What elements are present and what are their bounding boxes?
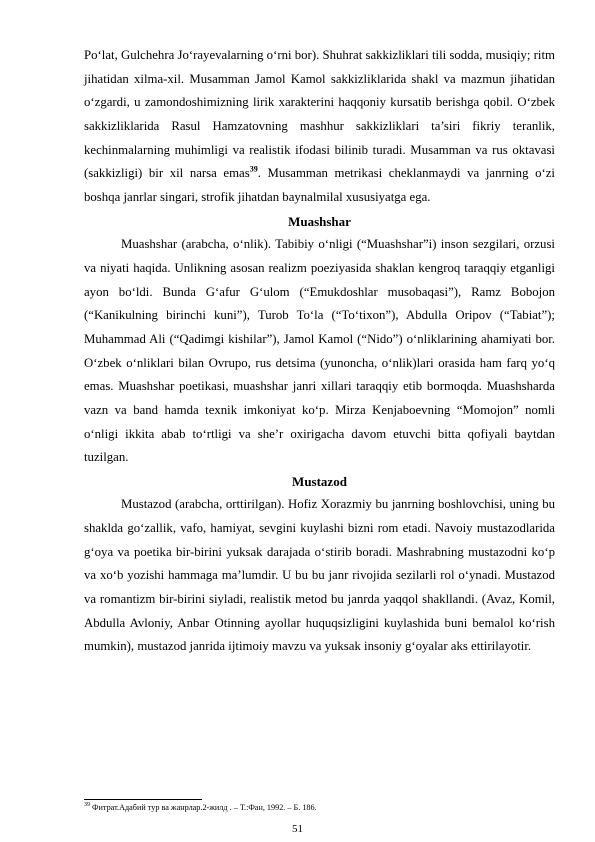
paragraph-muashshar: Muashshar (arabcha, o‘nlik). Tabibiy o‘nligi (“Muashshar”i) inson sezgilari, orzusi va niyati haqida. Unlikning asosan realizm poeziyasida shaklan kengroq taraqqiy etganligi ayon bo‘ldi. Bunda G‘afur G‘ulom (“Emukdoshlar musobaqasi”), Ramz Bobojon (“Kanikulning birinchi kuni”), Turob To‘la (“To‘tixon”), Abdulla Oripov (“Tabiat”); Muhammad Ali (“Qadimgi kishilar”), Jamol Kamol (“Nido”) o‘nliklarining ahamiyati bor. O‘zbek o‘nliklari bilan Ovrupo, rus detsima (yunoncha, o‘nlik)lari orasida ham farq yo‘q emas. Muashshar poetikasi, muashshar janri xillari taraqqiy etib bormoqda. Muashsharda vazn va band hamda texnik imkoniyat ko‘p. Mirza Kenjaboevning “Momojon” nomli o‘nligi ikkita abab to‘rtligi va she’r oxirigacha davom etuvchi bitta qofiyali baytdan tuzilgan. <box>84 237 555 465</box>
footnote <box>84 802 555 813</box>
page-content <box>84 44 555 659</box>
footnote-divider <box>84 799 202 800</box>
section-heading-muashshar: Muashshar <box>288 213 351 229</box>
section-heading-mustazod: Mustazod <box>292 473 347 489</box>
paragraph-text: Po‘lat, Gulchehra Jo‘rayevalarning o‘rni bor). Shuhrat sakkizliklari tili sodda, musiqiy; ritm jihatidan xilma-xil. Musamman Jamol Kamol sakkizliklarida shakl va mazmun jihatidan o‘zgardi, u zamondoshimizning lirik xarakterini haqqoniy kursatib berishga qobil. O‘zbek sakkizliklarida Rasul Hamzatovning mashhur sakkizliklari ta’siri fikriy teranlik, kechinmalarning muhimligi va realistik ifodasi bilinib turadi. Musamman va rus oktavasi (sakkizligi) bir xil narsa emas <box>84 48 555 181</box>
paragraph-musamman <box>84 44 555 210</box>
footnote-number: 39 <box>84 802 90 808</box>
paragraph-mustazod: Mustazod (arabcha, orttirilgan). Hofiz Xorazmiy bu janrning boshlovchisi, uning bu shaklda go‘zallik, vafo, hamiyat, sevgini kuylashi bizni rom etadi. Navoiy mustazodlarida g‘oya va poetika bir-birini yuksak darajada o‘stirib boradi. Mashrabning mustazodni ko‘p va xo‘b yozishi hammaga ma’lumdir. U bu bu janr rivojida sezilarli rol o‘ynadi. Mustazod va romantizm bir-birini siyladi, realistik metod bu janrda yaqqol shakllandi. (Avaz, Komil, Abdulla Avloniy, Anbar Otinning ayollar huquqsizligini kuylashida buni bemalol ko‘rish mumkin), mustazod janrida ijtimoiy mavzu va yuksak insoniy g‘oyalar aks ettirilayotir. <box>84 497 555 654</box>
footnote-text: Фитрат.Адабий тур ва жанрлар.2-жилд . – Т.:Фан, 1992. – Б. 186. <box>90 803 317 812</box>
page-number: 51 <box>292 823 303 835</box>
footnote-reference[interactable]: 39 <box>249 165 258 175</box>
paragraph-text: . Musamman metrikasi cheklanmaydi va janrning o‘zi boshqa janrlar singari, strofik jihatdan baynalmilal xususiyatga ega. <box>84 166 555 204</box>
